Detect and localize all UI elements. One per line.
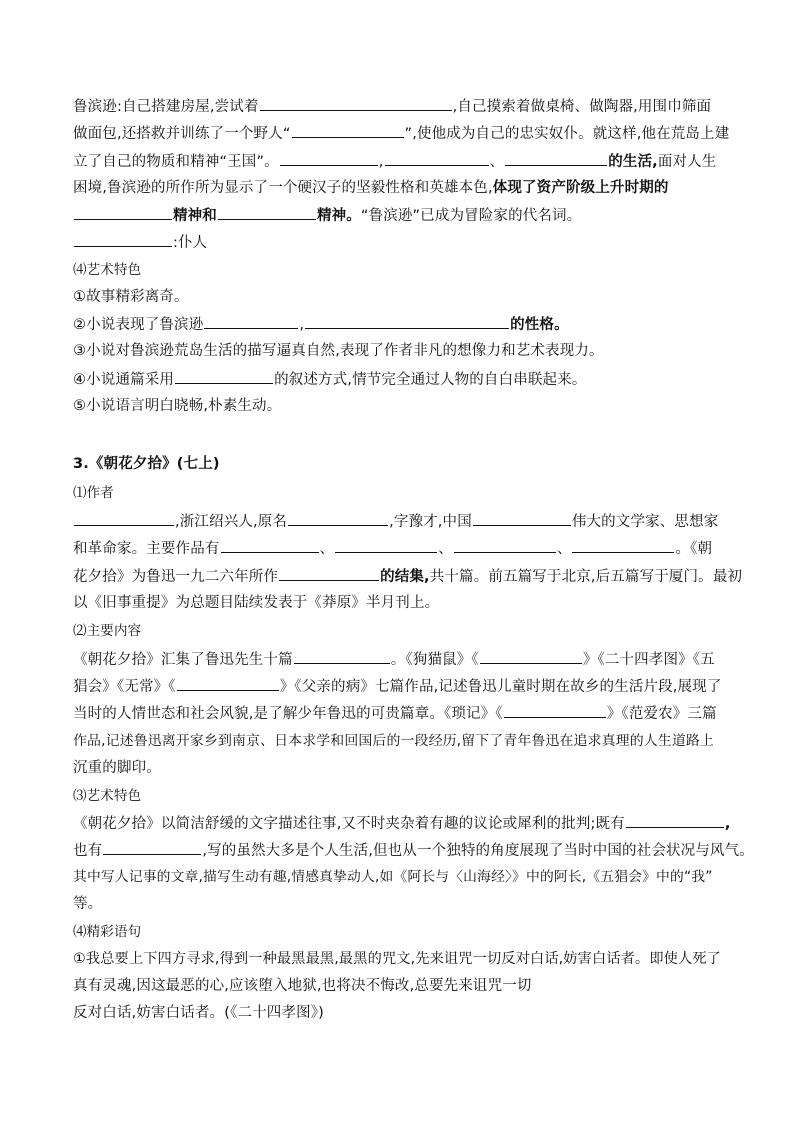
robinson-line-3 [73, 151, 716, 172]
text: 、 [438, 541, 453, 557]
art-item-2 [73, 314, 569, 335]
quote-line-1: ①我总要上下四方寻求,得到一种最黑最黑,最黑的咒文,先来诅咒一切反对白话,妨害白话者。即使人死了 [73, 951, 722, 967]
content-line-4: 作品,记述鲁迅离开家乡到南京、日本求学和回国后的一段经历,留下了青年鲁迅在追求真理的人生道路上 [73, 733, 714, 749]
author-title: ⑴作者 [73, 485, 114, 501]
text: 的结集, [380, 569, 430, 585]
text: ②小说表现了鲁滨逊 [73, 317, 204, 333]
text: ④小说通篇采用 [73, 372, 175, 388]
text: 精神和 [173, 208, 217, 224]
art-item-5: ⑤小说语言明白晓畅,朴素生动。 [73, 398, 282, 414]
answer-blank [175, 369, 273, 384]
answer-blank [74, 205, 172, 220]
author-line-3 [73, 566, 742, 587]
text: , [299, 317, 305, 333]
text: , [378, 154, 384, 170]
robinson-line-6 [73, 232, 207, 253]
answer-blank [280, 151, 378, 166]
text: 、 [556, 541, 572, 557]
content-line-1 [73, 649, 715, 670]
text: 》《父亲的病》七篇作品,记述鲁迅儿童时期在故乡的生活片段,展现了 [279, 679, 722, 695]
features-line-2 [73, 840, 754, 861]
text: , [724, 816, 731, 832]
text: 伟大的文学家、思想家 [571, 514, 719, 530]
text: 的生活, [608, 154, 658, 170]
answer-blank [292, 123, 404, 138]
text: “鲁滨逊”已成为冒险家的代名词。 [360, 208, 582, 224]
text: :仆人 [173, 235, 208, 251]
art-item-1: ①故事精彩离奇。 [73, 289, 189, 305]
text: 困境,鲁滨逊的所作所为显示了一个硬汉子的坚毅性格和英雄本色, [73, 180, 493, 196]
answer-blank [260, 96, 452, 111]
text: ,自己摸索着做桌椅、做陶器,用围巾筛面 [452, 99, 712, 115]
robinson-line-5 [73, 205, 581, 226]
answer-blank [305, 314, 509, 329]
text: 的性格。 [510, 317, 569, 333]
art-title: ⑷艺术特色 [73, 262, 142, 278]
answer-blank [221, 538, 319, 553]
section-title: 3.《朝花夕拾》(七上) [73, 456, 220, 472]
answer-blank [204, 314, 298, 329]
answer-blank [454, 538, 556, 553]
text: 》《二十四孝图》《五 [582, 652, 715, 668]
content-title: ⑵主要内容 [73, 623, 142, 639]
answer-blank [572, 538, 674, 553]
text: 当时的人情世态和社会风貌,是了解少年鲁迅的可贵篇章。《琐记》《 [73, 706, 503, 722]
text: 《朝花夕拾》汇集了鲁迅先生十篇 [73, 652, 293, 668]
content-line-2 [73, 676, 721, 697]
text: 、 [319, 541, 335, 557]
text: 。《狗猫鼠》《 [390, 652, 479, 668]
author-line-4: 以《旧事重提》为总题目陆续发表于《莽原》半月刊上。 [73, 595, 440, 611]
answer-blank [288, 511, 388, 526]
answer-blank [473, 511, 571, 526]
answer-blank [504, 703, 606, 718]
text: 也有 [73, 843, 103, 859]
answer-blank [74, 511, 174, 526]
text: 面对人生 [657, 154, 717, 170]
text: ,浙江绍兴人,原名 [175, 514, 288, 530]
text: 精神。 [316, 208, 361, 224]
art-item-3: ③小说对鲁滨逊荒岛生活的描写逼真自然,表现了作者非凡的想像力和艺术表现力。 [73, 343, 604, 359]
robinson-line-4 [73, 178, 669, 198]
art-item-4 [73, 369, 586, 390]
text: 做面包,还搭救并训练了一个野人“ [73, 126, 291, 142]
content-line-5: 沉重的脚印。 [73, 760, 161, 776]
text: 共十篇。前五篇写于北京,后五篇写于厦门。最初 [429, 569, 743, 585]
answer-blank [480, 649, 582, 664]
answer-blank [103, 840, 201, 855]
answer-blank [218, 205, 316, 220]
features-title: ⑶艺术特色 [73, 788, 142, 804]
quote-line-2: 真有灵魂,因这最恶的心,应该堕入地狱,也将决不悔改,总要先来诅咒一切 [73, 978, 532, 994]
answer-blank [335, 538, 437, 553]
quote-line-3: 反对白话,妨害白话者。(《二十四孝图》) [73, 1005, 324, 1021]
text: 体现了资产阶级上升时期的 [492, 180, 669, 196]
answer-blank [505, 151, 607, 166]
text: 猖会》《无常》《 [73, 679, 176, 695]
quotes-title: ⑷精彩语句 [73, 924, 142, 940]
answer-blank [177, 676, 279, 691]
text: 》《范爱农》三篇 [606, 706, 717, 722]
answer-blank [385, 151, 489, 166]
text: 和革命家。主要作品有 [73, 541, 220, 557]
text: ”,使他成为自己的忠实奴仆。就这样,他在荒岛上建 [404, 126, 730, 142]
author-line-1 [73, 511, 718, 532]
text: 立了自己的物质和精神“王国”。 [73, 154, 279, 170]
answer-blank [626, 813, 724, 828]
text: 鲁滨逊:自己搭建房屋,尝试着 [73, 99, 259, 115]
answer-blank [279, 566, 379, 581]
text: ,写的虽然大多是个人生活,但也从一个独特的角度展现了当时中国的社会状况与风气。 [202, 843, 754, 859]
robinson-line-2 [73, 123, 729, 144]
text: 的叙述方式,情节完全通过人物的自白串联起来。 [274, 372, 587, 388]
features-line-4: 等。 [73, 896, 103, 912]
text: ,字豫才,中国 [389, 514, 472, 530]
features-line-1 [73, 813, 731, 834]
text: 。《朝 [675, 541, 713, 557]
content-line-3 [73, 703, 717, 724]
answer-blank [294, 649, 390, 664]
text: 《朝花夕拾》以简洁舒缓的文字描述往事,又不时夹杂着有趣的议论或犀利的批判;既有 [73, 816, 625, 832]
author-line-2 [73, 538, 712, 559]
answer-blank [74, 232, 172, 247]
features-line-3: 其中写人记事的文章,描写生动有趣,情感真挚动人,如《阿长与〈山海经〉》中的阿长,《五猖会》中的“我” [73, 869, 713, 885]
text: 花夕拾》为鲁迅一九二六年所作 [73, 569, 279, 585]
robinson-line-1 [73, 96, 711, 117]
text: 、 [489, 154, 505, 170]
